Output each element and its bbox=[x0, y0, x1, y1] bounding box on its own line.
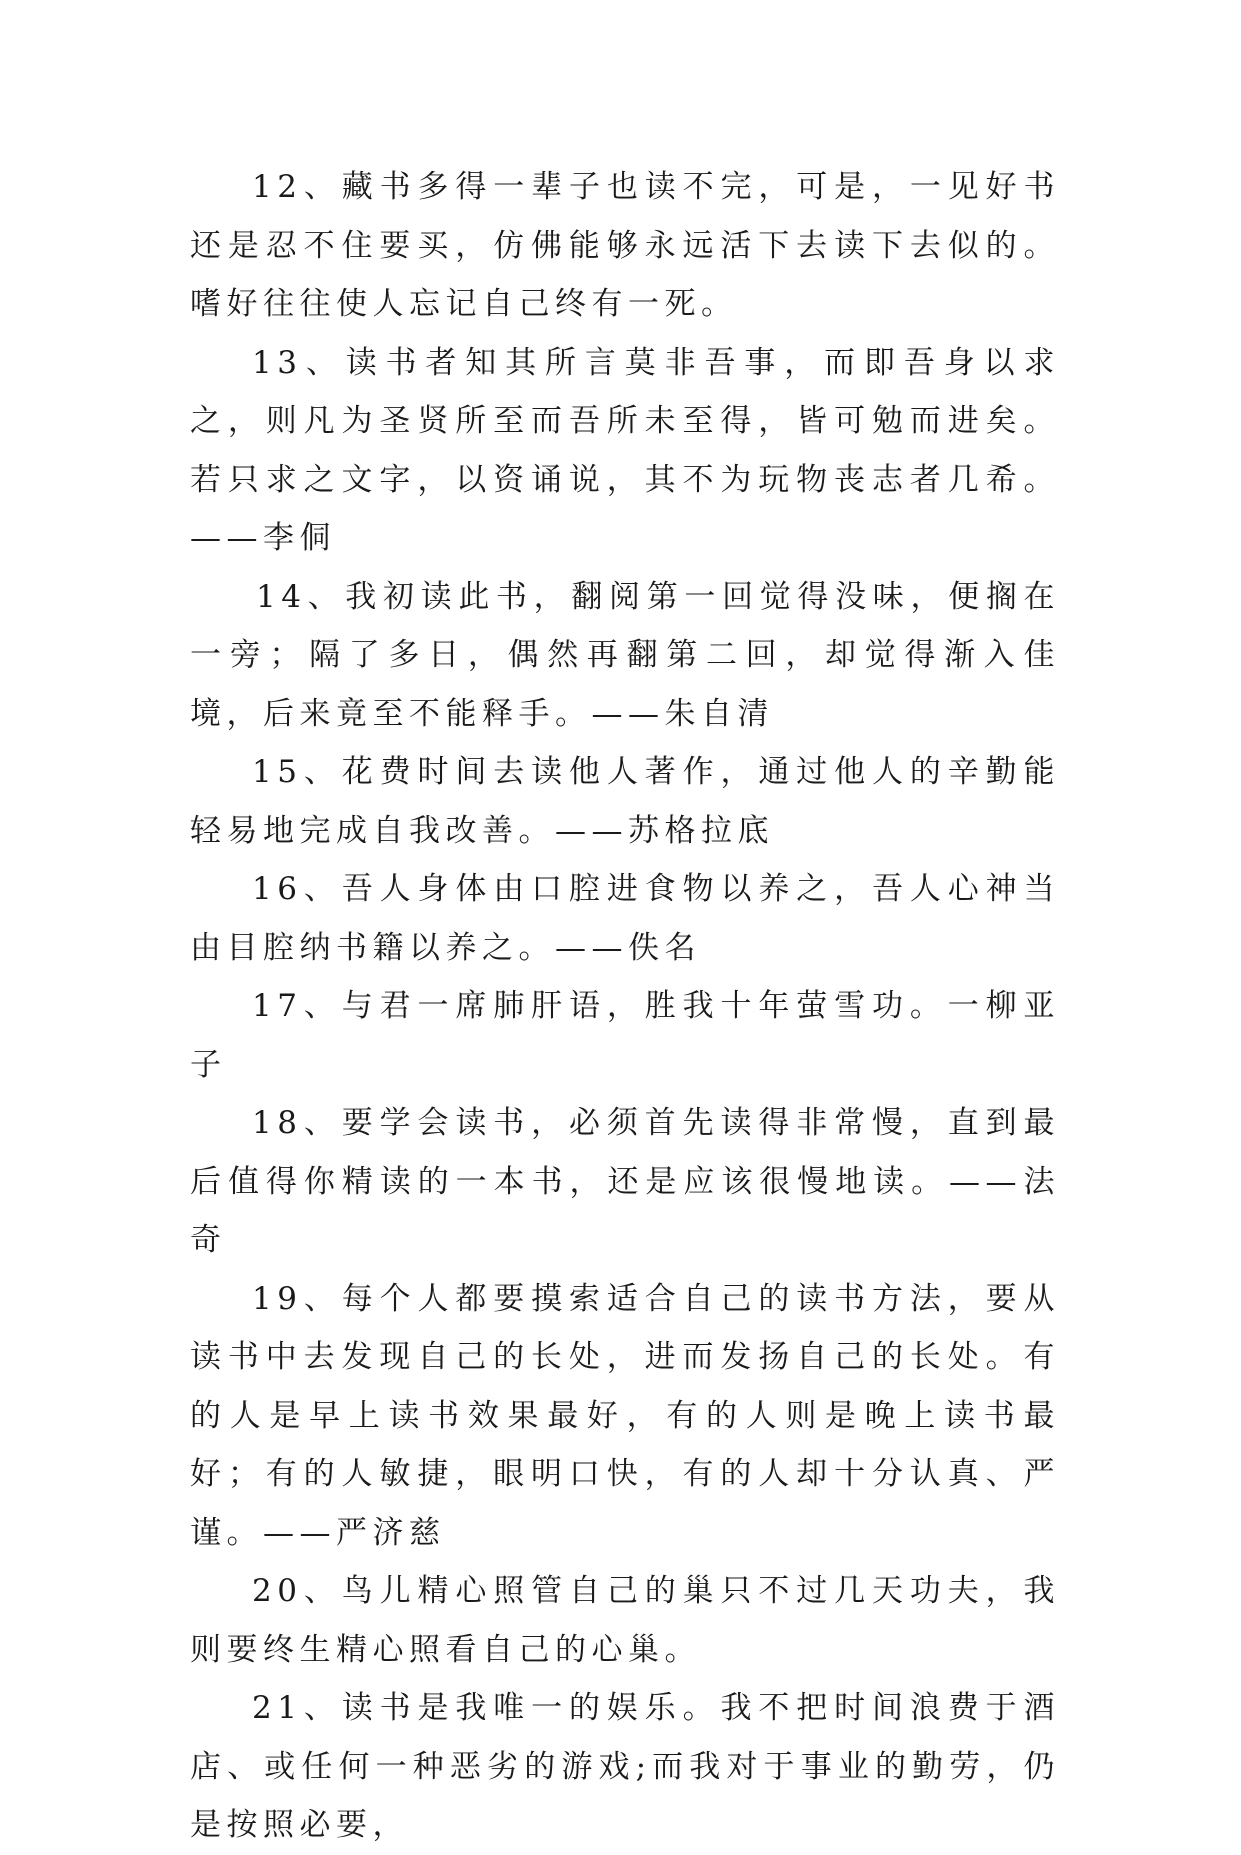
quote-paragraph-16: 16、吾人身体由口腔进食物以养之，吾人心神当由目腔纳书籍以养之。——佚名 bbox=[190, 871, 1060, 966]
quote-paragraph-21: 21、读书是我唯一的娱乐。我不把时间浪费于酒店、或任何一种恶劣的游戏;而我对于事业的勤劳，仍是按照必要， bbox=[190, 1690, 1060, 1843]
quote-paragraph-20: 20、鸟儿精心照管自己的巢只不过几天功夫，我则要终生精心照看自己的心巢。 bbox=[190, 1573, 1060, 1668]
document-body bbox=[190, 158, 1060, 1855]
quote-paragraph-17: 17、与君一席肺肝语，胜我十年萤雪功。一柳亚子 bbox=[190, 988, 1060, 1083]
quote-paragraph-15: 15、花费时间去读他人著作，通过他人的辛勤能轻易地完成自我改善。——苏格拉底 bbox=[190, 754, 1060, 849]
quote-paragraph-19: 19、每个人都要摸索适合自己的读书方法，要从读书中去发现自己的长处，进而发扬自己的长处。有的人是早上读书效果最好，有的人则是晚上读书最好；有的人敏捷，眼明口快，有的人却十分认真、严谨。——严济慈 bbox=[190, 1280, 1060, 1551]
quote-paragraph-18: 18、要学会读书，必须首先读得非常慢，直到最后值得你精读的一本书，还是应该很慢地读。——法奇 bbox=[190, 1105, 1060, 1258]
quote-paragraph-14: 14、我初读此书，翻阅第一回觉得没味，便搁在一旁；隔了多日，偶然再翻第二回，却觉得渐入佳境，后来竟至不能释手。——朱自清 bbox=[190, 578, 1060, 732]
quote-paragraph-12: 12、藏书多得一辈子也读不完，可是，一见好书还是忍不住要买，仿佛能够永远活下去读下去似的。嗜好往往使人忘记自己终有一死。 bbox=[190, 169, 1060, 322]
quote-paragraph-13: 13、读书者知其所言莫非吾事，而即吾身以求之，则凡为圣贤所至而吾所未至得，皆可勉而进矣。若只求之文字，以资诵说，其不为玩物丧志者几希。——李侗 bbox=[190, 344, 1060, 556]
